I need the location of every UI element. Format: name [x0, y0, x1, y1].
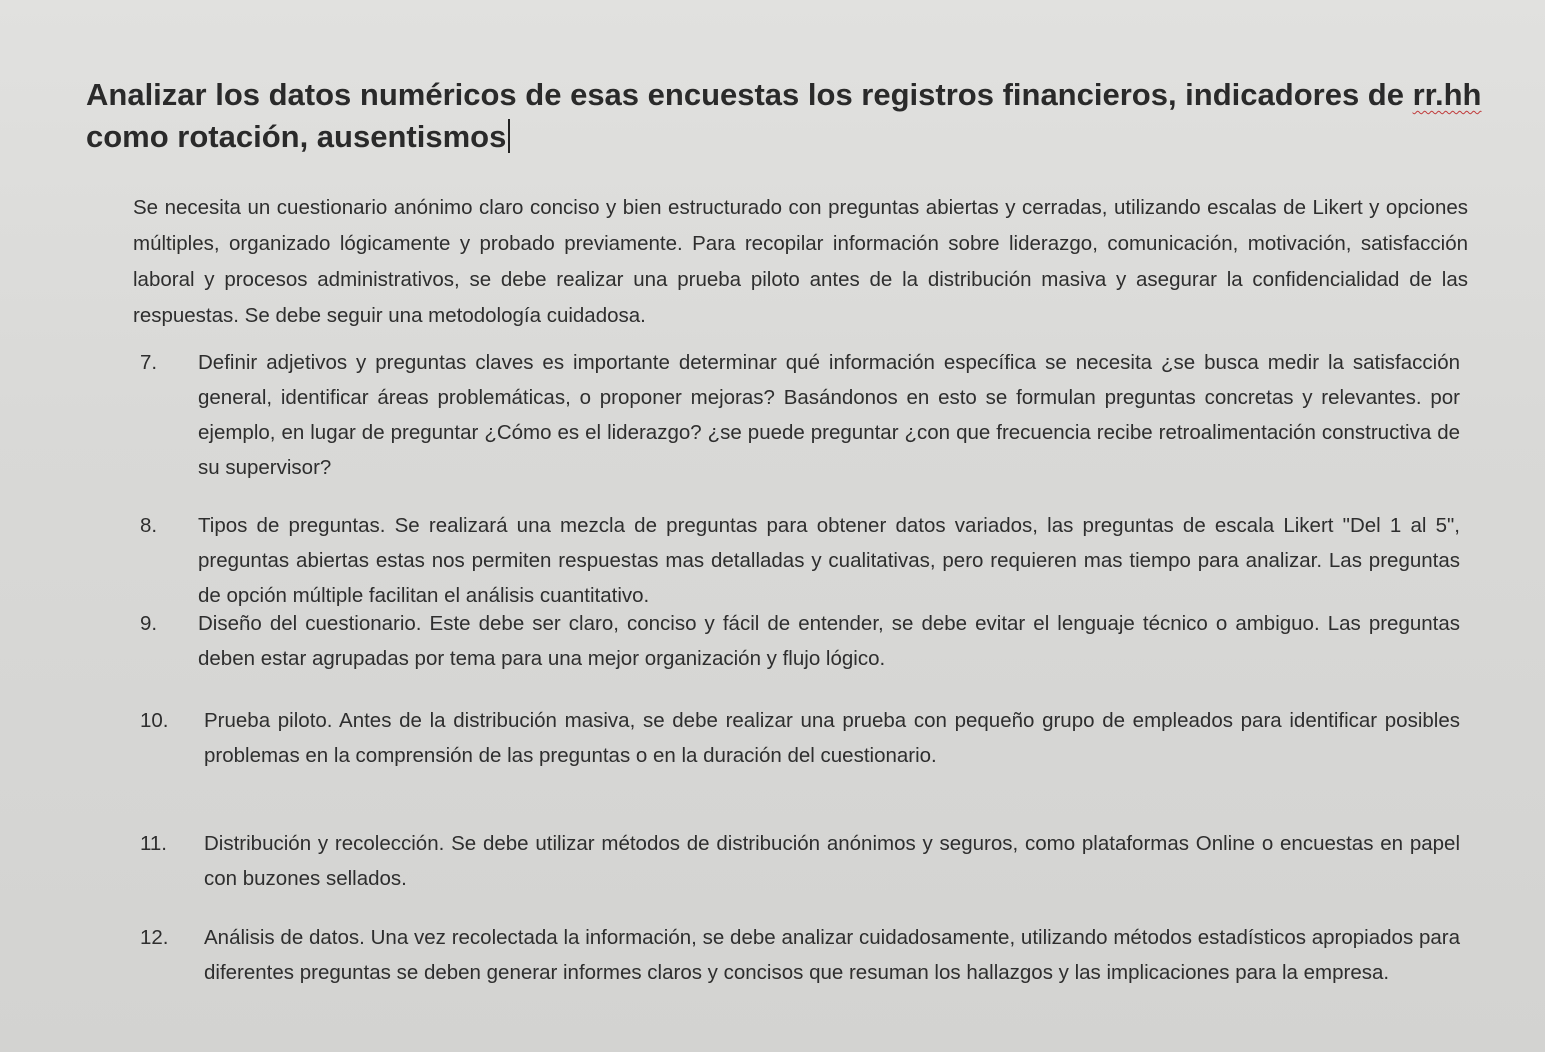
text-cursor [508, 119, 510, 153]
list-item-text: Análisis de datos. Una vez recolectada la información, se debe analizar cuidadosamente, utilizando métodos estadísticos apropiados para diferentes preguntas se deben generar informes claros y concisos que resuman los hallazgos y las implicaciones para la empresa. [204, 926, 1460, 984]
list-item-number: 10. [140, 709, 169, 732]
list-item-number: 12. [140, 926, 169, 949]
list-item-number: 8. [140, 514, 158, 537]
list-item [140, 345, 1460, 485]
list-item-number: 9. [140, 612, 158, 635]
heading-text-after: como rotación, ausentismos [86, 119, 507, 154]
list-item-text: Diseño del cuestionario. Este debe ser claro, conciso y fácil de entender, se debe evitar el lenguaje técnico o ambiguo. Las preguntas deben estar agrupadas por tema para una mejor organización y flujo lógico. [198, 612, 1460, 670]
document-heading [86, 74, 1486, 158]
list-item-number: 11. [140, 832, 167, 855]
list-item-text: Prueba piloto. Antes de la distribución masiva, se debe realizar una prueba con pequeño grupo de empleados para identificar posibles problemas en la comprensión de las preguntas o en la duración del cuestionario. [204, 709, 1460, 767]
list-item-text: Definir adjetivos y preguntas claves es importante determinar qué información específica se necesita ¿se busca medir la satisfacción general, identificar áreas problemáticas, o proponer mejoras? Basándonos en esto se formulan preguntas concretas y relevantes. por ejemplo, en lugar de preguntar ¿Cómo es el liderazgo? ¿se puede preguntar ¿con que frecuencia recibe retroalimentación constructiva de su supervisor? [198, 351, 1460, 479]
list-item [140, 920, 1460, 990]
intro-paragraph: Se necesita un cuestionario anónimo claro conciso y bien estructurado con preguntas abiertas y cerradas, utilizando escalas de Likert y opciones múltiples, organizado lógicamente y probado previamente. Para recopilar información sobre liderazgo, comunicación, motivación, satisfacción laboral y procesos administrativos, se debe realizar una prueba piloto antes de la distribución masiva y asegurar la confidencialidad de las respuestas. Se debe seguir una metodología cuidadosa. [133, 196, 1468, 327]
heading-text-before: Analizar los datos numéricos de esas encuestas los registros financieros, indicadores de [86, 77, 1413, 112]
list-item [140, 508, 1460, 613]
list-item [140, 703, 1460, 773]
list-item-number: 7. [140, 351, 158, 374]
list-item [140, 826, 1460, 896]
spellcheck-underlined-word[interactable]: rr.hh [1412, 77, 1482, 112]
list-item [140, 606, 1460, 676]
list-item-text: Distribución y recolección. Se debe utilizar métodos de distribución anónimos y seguros, como plataformas Online o encuestas en papel con buzones sellados. [204, 832, 1460, 890]
list-item-text: Tipos de preguntas. Se realizará una mezcla de preguntas para obtener datos variados, las preguntas de escala Likert "Del 1 al 5", preguntas abiertas estas nos permiten respuestas mas detalladas y cualitativas, pero requieren mas tiempo para analizar. Las preguntas de opción múltiple facilitan el análisis cuantitativo. [198, 514, 1460, 607]
